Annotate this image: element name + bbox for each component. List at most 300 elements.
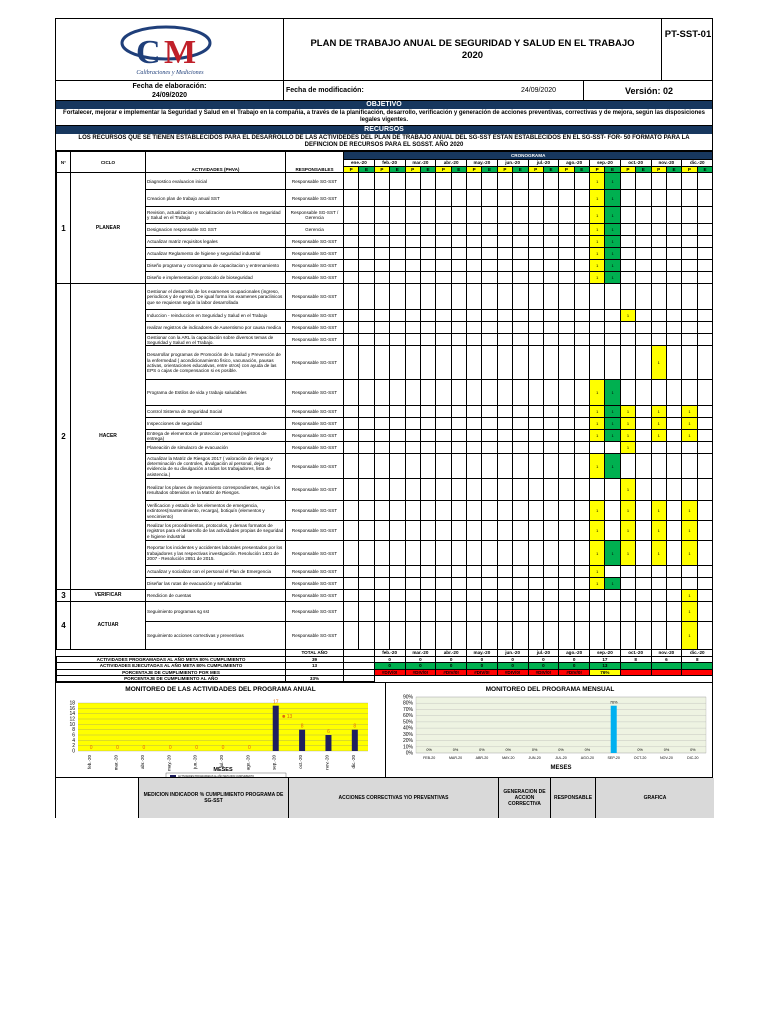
executed-col: E xyxy=(513,167,528,173)
schedule-cell xyxy=(513,190,528,207)
schedule-cell xyxy=(651,454,666,479)
schedule-cell: 1 xyxy=(605,418,620,430)
executed-col: E xyxy=(636,167,651,173)
schedule-cell xyxy=(528,521,543,541)
schedule-cell xyxy=(420,602,435,622)
schedule-cell xyxy=(374,479,389,501)
schedule-cell xyxy=(467,310,482,322)
schedule-cell xyxy=(405,173,420,190)
schedule-cell xyxy=(405,224,420,236)
schedule-cell xyxy=(528,310,543,322)
schedule-cell xyxy=(436,284,451,310)
schedule-cell xyxy=(497,602,512,622)
schedule-cell xyxy=(467,442,482,454)
schedule-cell xyxy=(467,430,482,442)
schedule-cell xyxy=(390,602,405,622)
schedule-cell xyxy=(574,284,589,310)
schedule-cell xyxy=(497,284,512,310)
table-row xyxy=(57,190,713,207)
schedule-cell xyxy=(605,322,620,334)
schedule-cell xyxy=(390,578,405,590)
schedule-cell xyxy=(651,272,666,284)
schedule-cell xyxy=(682,346,697,380)
schedule-cell xyxy=(405,430,420,442)
planned-col: P xyxy=(344,167,359,173)
schedule-cell xyxy=(420,521,435,541)
schedule-cell xyxy=(666,380,681,406)
schedule-cell xyxy=(513,578,528,590)
programmed-bar xyxy=(273,706,279,751)
schedule-cell xyxy=(359,334,374,346)
schedule-cell xyxy=(651,566,666,578)
schedule-cell xyxy=(497,346,512,380)
schedule-cell xyxy=(605,501,620,521)
schedule-cell xyxy=(359,501,374,521)
y-tick-label: 14 xyxy=(69,711,75,718)
schedule-cell xyxy=(543,322,558,334)
x-tick-label: MAY-20 xyxy=(502,756,515,761)
activity-cell: Diseño e implementacion protocolo de bioseguridad xyxy=(146,272,286,284)
table-row xyxy=(57,430,713,442)
schedule-cell: 1 xyxy=(605,430,620,442)
schedule-cell xyxy=(697,501,713,521)
schedule-cell xyxy=(559,590,574,602)
month-header: dic.-20 xyxy=(682,160,713,167)
schedule-cell xyxy=(574,173,589,190)
bar-value-label: 0 xyxy=(247,745,251,752)
schedule-cell xyxy=(636,173,651,190)
schedule-cell xyxy=(636,284,651,310)
schedule-cell xyxy=(344,380,359,406)
schedule-cell xyxy=(482,622,497,650)
schedule-cell xyxy=(451,224,466,236)
schedule-cell xyxy=(666,173,681,190)
summary-month: jul.-20 xyxy=(528,650,559,656)
schedule-cell xyxy=(344,454,359,479)
schedule-cell xyxy=(467,272,482,284)
schedule-cell xyxy=(344,442,359,454)
y-tick-label: 16 xyxy=(69,706,75,713)
planned-col: P xyxy=(620,167,635,173)
schedule-cell xyxy=(543,173,558,190)
schedule-cell xyxy=(666,272,681,284)
planned-col: P xyxy=(682,167,697,173)
schedule-cell xyxy=(359,346,374,380)
schedule-cell xyxy=(636,207,651,224)
schedule-cell xyxy=(697,310,713,322)
schedule-cell xyxy=(559,602,574,622)
x-tick-label: ago.-20 xyxy=(245,755,251,771)
schedule-cell xyxy=(344,310,359,322)
schedule-cell xyxy=(374,602,389,622)
schedule-cell xyxy=(697,346,713,380)
schedule-cell xyxy=(436,406,451,418)
schedule-cell xyxy=(359,590,374,602)
schedule-cell xyxy=(420,207,435,224)
schedule-cell xyxy=(559,430,574,442)
schedule-cell xyxy=(451,207,466,224)
summary-month: sep.-20 xyxy=(590,650,621,656)
schedule-cell xyxy=(666,406,681,418)
schedule-cell xyxy=(482,430,497,442)
schedule-cell xyxy=(636,322,651,334)
summary-row xyxy=(57,676,713,682)
schedule-cell xyxy=(559,173,574,190)
schedule-cell xyxy=(451,521,466,541)
svg-text:C: C xyxy=(136,34,161,71)
schedule-cell xyxy=(513,322,528,334)
schedule-cell xyxy=(482,272,497,284)
activity-cell: Control Sistema de Seguridad Social xyxy=(146,406,286,418)
bar-value-label: 0% xyxy=(505,748,512,753)
schedule-cell xyxy=(590,322,605,334)
schedule-cell xyxy=(436,207,451,224)
summary-value: #DIV/0! xyxy=(436,669,467,675)
schedule-cell xyxy=(344,430,359,442)
schedule-cell xyxy=(605,346,620,380)
schedule-cell xyxy=(451,590,466,602)
schedule-cell xyxy=(436,248,451,260)
activity-cell: realizar registros de indicadores de Ausentismo por causa medica xyxy=(146,322,286,334)
schedule-cell xyxy=(436,334,451,346)
schedule-cell xyxy=(528,442,543,454)
cycle-name: PLANEAR xyxy=(71,173,146,284)
schedule-cell xyxy=(374,590,389,602)
cycle-number: 3 xyxy=(57,590,71,602)
schedule-cell xyxy=(697,173,713,190)
schedule-cell xyxy=(682,224,697,236)
schedule-cell xyxy=(436,622,451,650)
schedule-cell xyxy=(682,272,697,284)
bar-value-label: 8 xyxy=(300,724,304,731)
y-tick-label: 30% xyxy=(402,732,413,739)
schedule-cell xyxy=(605,566,620,578)
schedule-cell xyxy=(559,541,574,566)
schedule-cell xyxy=(405,406,420,418)
schedule-cell xyxy=(666,454,681,479)
schedule-cell: 1 xyxy=(682,622,697,650)
summary-value: 0 xyxy=(436,663,467,669)
schedule-cell xyxy=(620,173,635,190)
schedule-cell: 1 xyxy=(651,430,666,442)
schedule-cell xyxy=(436,190,451,207)
schedule-cell xyxy=(636,406,651,418)
table-row xyxy=(57,541,713,566)
monthly-chart-title: MONITOREO DEL PROGRAMA MENSUAL xyxy=(485,686,615,694)
month-header: feb.-20 xyxy=(374,160,405,167)
schedule-cell: 1 xyxy=(620,310,635,322)
activity-cell: Entrega de elementos de proteccion personal (registros de entrega) xyxy=(146,430,286,442)
schedule-cell xyxy=(467,346,482,380)
schedule-cell: 1 xyxy=(620,406,635,418)
schedule-cell xyxy=(420,224,435,236)
schedule-cell xyxy=(390,310,405,322)
schedule-cell xyxy=(497,322,512,334)
schedule-cell xyxy=(528,501,543,521)
schedule-cell xyxy=(390,521,405,541)
schedule-cell xyxy=(682,479,697,501)
schedule-cell xyxy=(390,454,405,479)
schedule-cell xyxy=(559,310,574,322)
summary-value: 8 xyxy=(682,656,713,662)
schedule-cell xyxy=(590,622,605,650)
schedule-cell xyxy=(543,454,558,479)
schedule-cell: 1 xyxy=(590,541,605,566)
indicator-col: MEDICION INDICADOR % CUMPLIMIENTO PROGRAMA DE SG-SST xyxy=(139,778,289,818)
schedule-cell xyxy=(451,578,466,590)
cycle-number: 1 xyxy=(57,173,71,284)
schedule-cell xyxy=(344,602,359,622)
schedule-cell xyxy=(697,590,713,602)
schedule-cell xyxy=(497,224,512,236)
schedule-cell xyxy=(344,190,359,207)
schedule-cell xyxy=(374,541,389,566)
executed-point xyxy=(282,715,285,718)
schedule-cell xyxy=(636,578,651,590)
y-tick-label: 20% xyxy=(402,738,413,745)
schedule-cell xyxy=(543,578,558,590)
schedule-cell: 1 xyxy=(590,418,605,430)
work-plan-sheet xyxy=(55,18,713,818)
schedule-cell xyxy=(620,334,635,346)
schedule-cell xyxy=(543,602,558,622)
schedule-cell xyxy=(359,578,374,590)
schedule-cell xyxy=(543,418,558,430)
x-tick-label: dic.-20 xyxy=(350,755,356,769)
month-header: oct.-20 xyxy=(620,160,651,167)
executed-col: E xyxy=(420,167,435,173)
schedule-cell: 1 xyxy=(682,541,697,566)
schedule-cell xyxy=(436,501,451,521)
schedule-cell xyxy=(420,406,435,418)
schedule-cell xyxy=(666,602,681,622)
schedule-cell xyxy=(574,272,589,284)
schedule-cell xyxy=(359,322,374,334)
bar-value-label: 0 xyxy=(195,745,199,752)
activity-cell: Actualizar Reglamento de higiene y seguridad industrial xyxy=(146,248,286,260)
x-axis-title: MESES xyxy=(550,765,572,772)
schedule-cell: 1 xyxy=(605,380,620,406)
schedule-cell xyxy=(420,334,435,346)
schedule-cell: 1 xyxy=(605,236,620,248)
summary-total: 13 xyxy=(286,663,344,669)
schedule-cell xyxy=(697,479,713,501)
summary-month: jun.-20 xyxy=(497,650,528,656)
schedule-cell xyxy=(390,442,405,454)
summary-label: ACTIVIDADES PROGRAMADAS AL AÑO META 80% CUMPLIMIENTO xyxy=(57,656,286,662)
schedule-cell xyxy=(697,260,713,272)
responsible-cell: Responsable SG-SST xyxy=(286,406,344,418)
responsible-cell: Responsable SG-SST xyxy=(286,622,344,650)
table-row xyxy=(57,173,713,190)
schedule-cell xyxy=(651,173,666,190)
executed-col: E xyxy=(482,167,497,173)
programmed-bar xyxy=(299,730,305,751)
schedule-cell xyxy=(513,173,528,190)
schedule-cell xyxy=(497,566,512,578)
schedule-cell xyxy=(697,248,713,260)
x-tick-label: mar.-20 xyxy=(113,755,119,771)
y-tick-label: 18 xyxy=(69,700,75,707)
schedule-cell xyxy=(451,479,466,501)
schedule-cell xyxy=(682,190,697,207)
bar-value-label: 0% xyxy=(558,748,564,753)
schedule-cell: 1 xyxy=(605,406,620,418)
schedule-cell xyxy=(497,207,512,224)
schedule-cell xyxy=(405,272,420,284)
schedule-cell xyxy=(497,260,512,272)
schedule-cell xyxy=(682,173,697,190)
responsible-cell: Responsable SG-SST xyxy=(286,173,344,190)
schedule-cell xyxy=(574,501,589,521)
summary-value: #DIV/0! xyxy=(559,669,590,675)
schedule-cell xyxy=(666,260,681,272)
schedule-cell xyxy=(620,454,635,479)
schedule-cell xyxy=(436,310,451,322)
schedule-cell xyxy=(574,590,589,602)
schedule-cell xyxy=(513,272,528,284)
responsible-cell: Responsable SG-SST xyxy=(286,442,344,454)
schedule-cell: 1 xyxy=(590,207,605,224)
schedule-cell xyxy=(559,521,574,541)
responsible-cell: Responsable SG-SST xyxy=(286,418,344,430)
schedule-cell xyxy=(451,541,466,566)
schedule-cell xyxy=(513,236,528,248)
bar-value-label: 0% xyxy=(531,748,538,753)
schedule-cell: 1 xyxy=(605,272,620,284)
schedule-cell xyxy=(344,521,359,541)
schedule-cell xyxy=(543,430,558,442)
chart-plot-area xyxy=(78,703,368,751)
x-tick-label: JUN-20 xyxy=(528,756,541,761)
schedule-cell xyxy=(420,541,435,566)
schedule-cell xyxy=(482,248,497,260)
schedule-cell xyxy=(513,284,528,310)
activity-cell: Realizar los planes de mejoramiento correspondientes, según los resultados obtenidos en la Matriz de Riesgos. xyxy=(146,479,286,501)
schedule-cell xyxy=(374,418,389,430)
resources-text: LOS RECURSOS QUE SE TIENEN ESTABLECIDOS PARA EL DESARROLLO DE LAS ACTIVIDEDES DEL PLAN DE TRABAJO ANUAL DEL SG-SST ESTAN ESTABLECIDOS EN EL SG-SST- FOR- 50 FORMATO PARA LA DEFINCION DE RECURSOS PARA EL SGSST. AÑO 2020 xyxy=(56,134,712,151)
schedule-cell xyxy=(620,260,635,272)
bar-value-label: 0 xyxy=(116,745,119,752)
schedule-cell xyxy=(559,322,574,334)
schedule-cell xyxy=(374,173,389,190)
schedule-cell xyxy=(467,479,482,501)
schedule-cell xyxy=(467,622,482,650)
schedule-cell xyxy=(528,173,543,190)
schedule-cell xyxy=(467,602,482,622)
schedule-cell xyxy=(436,173,451,190)
summary-value: #DIV/0! xyxy=(497,669,528,675)
modified-date: 24/09/2020 xyxy=(494,81,584,101)
schedule-cell xyxy=(374,322,389,334)
schedule-cell xyxy=(666,236,681,248)
schedule-cell xyxy=(451,430,466,442)
bar-value-label: 0% xyxy=(637,748,643,753)
responsible-cell: Gerencia xyxy=(286,224,344,236)
executed-value-label: 13 xyxy=(286,714,293,721)
table-row xyxy=(57,380,713,406)
month-header: mar.-20 xyxy=(405,160,436,167)
schedule-cell xyxy=(374,380,389,406)
x-tick-label: nov.-20 xyxy=(324,755,330,771)
schedule-cell xyxy=(359,380,374,406)
objective-text: Fortalecer, mejorar e implementar la Seguridad y Salud en el Trabajo en la compañía, a través de la planificación, desarrollo, verificación y generación de acciones preventivas, correctivas y de mejora, según las disposiciones legales vigentes. xyxy=(56,109,712,126)
schedule-cell xyxy=(497,622,512,650)
schedule-cell xyxy=(666,541,681,566)
schedule-cell xyxy=(482,334,497,346)
schedule-cell xyxy=(467,260,482,272)
schedule-cell xyxy=(513,454,528,479)
schedule-cell xyxy=(482,310,497,322)
schedule-cell xyxy=(574,541,589,566)
schedule-cell xyxy=(482,284,497,310)
schedule-cell xyxy=(574,322,589,334)
schedule-cell xyxy=(374,207,389,224)
schedule-cell xyxy=(405,479,420,501)
schedule-cell xyxy=(359,207,374,224)
schedule-cell xyxy=(359,406,374,418)
table-row xyxy=(57,260,713,272)
bar-value-label: 0% xyxy=(479,748,485,753)
schedule-cell xyxy=(482,566,497,578)
x-tick-label: abr.-20 xyxy=(139,755,145,770)
schedule-cell xyxy=(497,272,512,284)
summary-month: dic.-20 xyxy=(682,650,713,656)
schedule-cell xyxy=(420,380,435,406)
col-activities: ACTIVIDADES (PHVA) xyxy=(146,152,286,173)
schedule-cell xyxy=(666,190,681,207)
schedule-cell xyxy=(467,248,482,260)
table-row xyxy=(57,272,713,284)
schedule-cell xyxy=(390,622,405,650)
svg-text:M: M xyxy=(164,34,197,71)
responsible-cell: Responsable SG-SST xyxy=(286,334,344,346)
schedule-cell xyxy=(559,566,574,578)
planned-col: P xyxy=(559,167,574,173)
schedule-cell: 1 xyxy=(682,430,697,442)
schedule-cell xyxy=(682,322,697,334)
schedule-cell xyxy=(605,310,620,322)
annual-chart-title: MONITOREO DE LAS ACTIVIDADES DEL PROGRAMA ANUAL xyxy=(125,686,316,694)
activity-cell: Actualizar y socializar con el personal el Plan de Emergencia xyxy=(146,566,286,578)
schedule-cell xyxy=(559,442,574,454)
actions-col: ACCIONES CORRECTIVAS Y/O PREVENTIVAS xyxy=(289,778,499,818)
schedule-cell xyxy=(467,224,482,236)
schedule-cell xyxy=(543,566,558,578)
schedule-cell xyxy=(559,418,574,430)
schedule-cell xyxy=(651,442,666,454)
annual-chart xyxy=(56,683,386,778)
schedule-cell xyxy=(497,442,512,454)
schedule-cell xyxy=(482,418,497,430)
schedule-cell xyxy=(374,248,389,260)
table-row xyxy=(57,578,713,590)
x-tick-label: NOV-20 xyxy=(660,756,673,761)
schedule-cell xyxy=(513,418,528,430)
schedule-cell xyxy=(359,541,374,566)
schedule-cell: 1 xyxy=(620,479,635,501)
schedule-cell xyxy=(590,284,605,310)
planned-col: P xyxy=(497,167,512,173)
schedule-cell xyxy=(482,578,497,590)
schedule-cell xyxy=(374,272,389,284)
responsible-cell: Responsable SG-SST xyxy=(286,310,344,322)
bar-value-label: 0% xyxy=(584,748,591,753)
total-year-label: TOTAL AÑO xyxy=(286,650,344,656)
schedule-cell xyxy=(513,346,528,380)
bar-value-label: 0 xyxy=(168,745,172,752)
schedule-cell xyxy=(436,380,451,406)
